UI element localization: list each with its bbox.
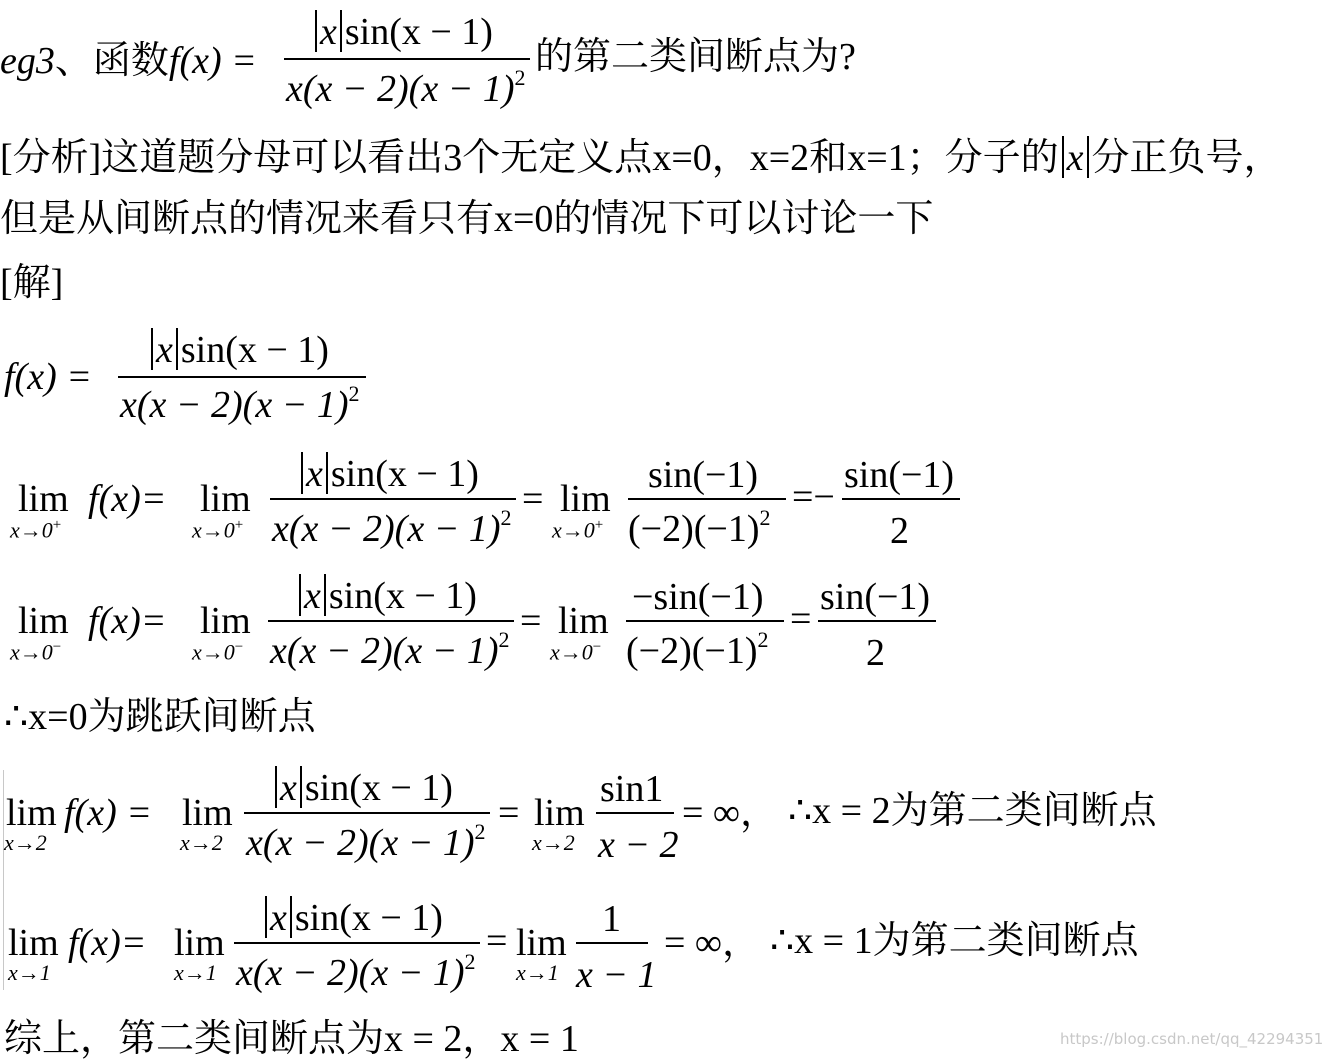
limone-lim-2: lim	[174, 922, 225, 964]
problem-fraction-bar	[284, 58, 530, 60]
limplus-fraction-bar-3	[842, 498, 960, 500]
limtwo-fx: f(x) =	[64, 792, 152, 834]
limplus-lim-1: lim	[18, 478, 69, 520]
watermark: https://blog.csdn.net/qq_42294351	[1060, 1030, 1324, 1048]
limplus-eq-2: =−	[792, 476, 835, 518]
limtwo-sub-3: x→2	[532, 830, 575, 855]
limplus-lim-3: lim	[560, 478, 611, 520]
problem-suffix: 的第二类间断点为?	[535, 36, 856, 78]
def-den: x(x − 2)(x − 1)	[120, 384, 349, 426]
limtwo-fraction-bar	[244, 812, 490, 814]
limplus-sub-2: x→0+	[192, 517, 244, 543]
limplus-sub-1: x→0+	[10, 517, 62, 543]
limtwo-denominator: $x(x - 2)(x - 1)^2$	[246, 819, 486, 864]
limtwo-numerator: x sin(x − 1)	[272, 766, 453, 808]
limminus-lim-1: lim	[18, 600, 69, 642]
limone-denominator: $x(x - 2)(x - 1)^2$	[236, 949, 476, 994]
analysis-line-1: [分析]这道题分母可以看出3个无定义点x=0，x=2和x=1；分子的 x 分正负号，	[0, 137, 1282, 179]
limminus-den-3: 2	[866, 632, 885, 674]
limtwo-fraction-bar-2	[596, 812, 674, 814]
limminus-lim-2: lim	[200, 600, 251, 642]
analysis-text-b: x=0，	[652, 137, 750, 179]
limtwo-lim-3: lim	[534, 792, 585, 834]
def-fraction-bar	[118, 376, 366, 378]
problem-label: 、函数	[54, 40, 169, 82]
problem-num-sin: sin(x − 1)	[344, 11, 493, 53]
limone-result: = ∞，	[664, 922, 761, 964]
limone-den-2: x − 1	[576, 954, 657, 996]
def-fx: f(x) =	[4, 356, 92, 398]
limminus-denominator: $x(x - 2)(x - 1)^2$	[270, 627, 510, 672]
limminus-den-2: $(-2)(-1)^2$	[626, 627, 769, 672]
limminus-fraction-bar-3	[818, 620, 936, 622]
def-den-exp: 2	[348, 381, 360, 406]
limtwo-lim-2: lim	[182, 792, 233, 834]
limminus-fraction-bar-2	[626, 620, 784, 622]
limtwo-eq: =	[498, 792, 520, 834]
limtwo-result: = ∞，	[682, 792, 779, 834]
limminus-sub-3: x→0−	[550, 639, 602, 665]
analysis-text-c: x=2和	[749, 137, 848, 179]
limminus-eq-1: =	[520, 600, 542, 642]
limminus-num-3: sin(−1)	[820, 576, 931, 618]
analysis-text-e: 分正负号，	[1091, 137, 1282, 179]
limone-eq: =	[486, 920, 508, 962]
limone-conclusion: ∴x = 1为第二类间断点	[770, 920, 1139, 962]
limone-lim-1: lim	[8, 922, 59, 964]
problem-prefix: eg3	[0, 40, 55, 82]
limtwo-lim-1: lim	[6, 792, 57, 834]
problem-denominator	[286, 65, 526, 110]
limone-fx: f(x)=	[68, 922, 147, 964]
limminus-sub-1: x→0−	[10, 639, 62, 665]
analysis-line-2: 但是从间断点的情况来看只有x=0的情况下可以讨论一下	[0, 198, 934, 240]
limplus-fx: f(x)=	[88, 478, 167, 520]
limone-sub-2: x→1	[174, 960, 217, 985]
def-denominator	[120, 381, 360, 426]
def-num-sin: sin(x − 1)	[180, 329, 329, 371]
limone-numerator: x sin(x − 1)	[262, 896, 443, 938]
analysis-text-a: [分析]这道题分母可以看出3个无定义点	[0, 137, 653, 179]
limone-num-2: 1	[602, 898, 621, 940]
limminus-eq-2: =	[790, 598, 812, 640]
limplus-num-3: sin(−1)	[844, 454, 955, 496]
left-margin-rule	[3, 770, 4, 990]
solution-label: [解]	[0, 262, 64, 304]
analysis-text-d: x=1；分子的	[847, 137, 1059, 179]
limtwo-conclusion: ∴x = 2为第二类间断点	[788, 790, 1157, 832]
limplus-num-2: sin(−1)	[648, 454, 759, 496]
limplus-numerator: x sin(x − 1)	[298, 452, 479, 494]
limtwo-num-2: sin1	[600, 768, 664, 810]
limone-lim-3: lim	[516, 922, 567, 964]
limminus-fx: f(x)=	[88, 600, 167, 642]
limone-fraction-bar-2	[576, 942, 648, 944]
limplus-lim-2: lim	[200, 478, 251, 520]
limplus-den-3: 2	[890, 510, 909, 552]
limminus-num-2: −sin(−1)	[632, 576, 764, 618]
limminus-fraction-bar	[268, 620, 514, 622]
limtwo-sub-1: x→2	[4, 830, 47, 855]
limplus-fraction-bar	[270, 498, 516, 500]
problem-numerator: x sin(x − 1)	[312, 10, 493, 52]
limone-sub-3: x→1	[516, 960, 559, 985]
limtwo-den-2: x − 2	[598, 824, 679, 866]
summary-line: 综上，第二类间断点为x = 2，x = 1	[4, 1018, 579, 1060]
limplus-sub-3: x→0+	[552, 517, 604, 543]
limone-sub-1: x→1	[8, 960, 51, 985]
limminus-sub-2: x→0−	[192, 639, 244, 665]
limminus-numerator: x sin(x − 1)	[296, 574, 477, 616]
problem-fx: f(x) =	[168, 40, 257, 82]
limtwo-sub-2: x→2	[180, 830, 223, 855]
limplus-den-2: $(-2)(-1)^2$	[628, 505, 771, 550]
problem-den: x(x − 2)(x − 1)	[286, 68, 515, 110]
def-numerator: x sin(x − 1)	[148, 328, 329, 370]
problem-den-exp: 2	[514, 65, 526, 90]
limminus-lim-3: lim	[558, 600, 609, 642]
jump-conclusion: ∴x=0为跳跃间断点	[4, 696, 316, 738]
problem-line	[0, 42, 257, 80]
limplus-fraction-bar-2	[628, 498, 786, 500]
limplus-eq-1: =	[522, 478, 544, 520]
limplus-denominator: $x(x - 2)(x - 1)^2$	[272, 505, 512, 550]
limone-fraction-bar	[234, 942, 480, 944]
